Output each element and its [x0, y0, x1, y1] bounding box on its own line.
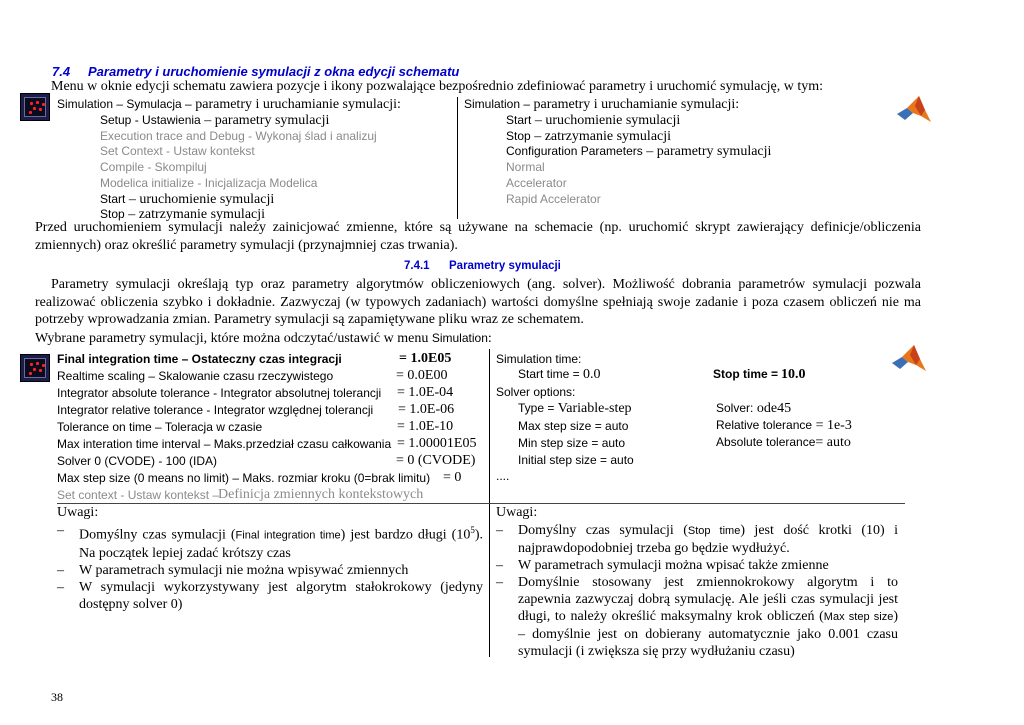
note-item [496, 522, 898, 557]
menu-left-item [100, 113, 329, 129]
notes-right-title: Uwagi: [496, 505, 538, 520]
menu-simulation-ref: Simulation [431, 331, 488, 345]
sim-time-label: Simulation time: [496, 352, 582, 366]
menu-left-header [57, 97, 401, 113]
scicos-icon [20, 354, 50, 382]
param-value: = 1.0E-04 [397, 385, 454, 400]
menu-right-item-label: Configuration Parameters [506, 144, 643, 159]
min-step: Min step size = auto [518, 436, 626, 450]
param-label: Final integration time – Ostateczny czas integracji [57, 352, 342, 366]
menu-left-item-label: Set Context - Ustaw kontekst [100, 144, 255, 159]
note-text: W parametrach symulacji można wpisać także zmienne [518, 558, 829, 573]
page-number: 38 [51, 690, 63, 704]
menu-left-item-desc: – uruchomienie symulacji [125, 191, 275, 207]
subsection-heading [404, 260, 561, 272]
menu-right-item-label: Stop [506, 128, 531, 143]
absolute-tol [716, 435, 851, 451]
param-label: Integrator absolute tolerance - Integrator absolutnej tolerancji [57, 386, 382, 400]
param-value: Definicja zmiennych kontekstowych [218, 487, 424, 502]
note-text: ) jest dość krotki (10) i najprawdopodobniej trzeba go będzie wydłużyć. [518, 523, 898, 556]
section-heading [52, 64, 459, 79]
section-title: Parametry i uruchomienie symulacji z okna edycji schematu [88, 64, 460, 79]
menu-right-item-desc: – zatrzymanie symulacji [530, 128, 672, 144]
notes-left-list [57, 522, 483, 613]
note-text: ) – domyślnie jest on dobierany automatycznie jako 0.001 czasu symulacji (i zwiększa się przy wydłużaniu czasu) [518, 609, 898, 659]
start-time: Start time = 0.0 [518, 367, 601, 382]
note-text: Domyślny czas symulacji ( [79, 527, 236, 543]
note-term: Final integration time [235, 529, 341, 542]
note-item [496, 574, 898, 660]
paragraph-params [35, 276, 921, 329]
note-text: W symulacji wykorzystywany jest algorytm stałokrokowy (jedyny dostępny solver 0) [79, 579, 483, 612]
param-label: Max interation time interval – Maks.przedział czasu całkowania [57, 437, 392, 451]
initial-step: Initial step size = auto [518, 453, 634, 467]
menu-right-item [506, 176, 567, 191]
scicos-icon [20, 93, 50, 121]
note-sup: 5 [470, 525, 475, 535]
menu-left-item [100, 160, 207, 175]
notes-left-title: Uwagi: [57, 505, 99, 520]
intro-text: Menu w oknie edycji schematu zawiera pozycje i ikony pozwalające bezpośrednio zdefiniować parametry i uruchomić symulację, w tym: [51, 79, 824, 94]
menu-left-item [100, 129, 377, 144]
param-value: = 1.0E05 [399, 351, 452, 366]
menu-right-item [506, 160, 545, 175]
param-value: = 1.00001E05 [397, 436, 477, 451]
paragraph-choose-end: : [487, 331, 492, 346]
param-label: Solver 0 (CVODE) - 100 (IDA) [57, 454, 218, 468]
menu-right-item-label: Rapid Accelerator [506, 191, 601, 206]
note-term: Max step size [823, 611, 894, 623]
menu-left-item-label: Compile - Skompiluj [100, 160, 207, 175]
menu-right-header-sans: Simulation – [464, 97, 531, 111]
note-text: ). Na początek lepiej zadać krótszy czas [79, 527, 483, 561]
menu-left-header-sans: Simulation – Symulacja – [57, 97, 192, 111]
menu-left-item [100, 192, 274, 208]
menu-left-item [100, 176, 317, 191]
solver-name [716, 401, 791, 417]
menu-right-item [506, 144, 771, 160]
note-term: Stop time [687, 525, 741, 537]
menu-right-item [506, 192, 601, 207]
param-label: Integrator relative tolerance - Integrator względnej tolerancji [57, 403, 374, 417]
param-value: = 1.0E-06 [398, 402, 455, 417]
paragraph-choose-text: Wybrane parametry symulacji, które można odczytać/ustawić w menu [35, 331, 432, 346]
param-label: Set context - Ustaw kontekst – [57, 488, 220, 502]
param-label: Max step size (0 means no limit) – Maks. rozmiar kroku (0=brak limitu) [57, 471, 431, 485]
absolute-tol-value: = auto [815, 435, 851, 450]
menu-left-item-label: Execution trace and Debug - Wykonaj ślad i analizuj [100, 128, 377, 143]
matlab-icon [890, 343, 928, 375]
menu-left-item [100, 144, 255, 159]
absolute-tol-label: Absolute tolerance [716, 435, 816, 449]
param-value: = 0 [443, 470, 462, 485]
menu-left-item-desc: – zatrzymanie symulacji [124, 207, 266, 223]
param-label: Realtime scaling – Skalowanie czasu rzeczywistego [57, 369, 334, 383]
solver-label: Solver: [716, 401, 754, 415]
section-number: 7.4 [52, 64, 71, 79]
menu-right-item-desc: – uruchomienie symulacji [531, 113, 681, 128]
solver-options-label: Solver options: [496, 385, 576, 399]
more-options: .... [496, 469, 510, 483]
menu-right-item-desc: – parametry symulacji [642, 144, 772, 160]
stop-time [713, 367, 806, 383]
param-label: Tolerance on time – Toleracja w czasie [57, 420, 263, 434]
menu-right-item [506, 129, 671, 145]
subsection-number: 7.4.1 [404, 260, 430, 272]
paragraph-params-text: Parametry symulacji określają typ oraz parametry algorytmów obliczeniowych (ang. solver). Możliwość dobrania parametrów symulacji pozwala realizować obliczenia szybko i dokładnie. Zazwyczaj (w typowych zadaniach) wartości domyślne spełniają swoje zadanie i poza czasem obliczeń nie ma potrzeby wprowadzania zmian. Parametry symulacji są zapamiętywane pliku wraz ze schematem. [35, 277, 921, 327]
start-time-value: 0.0 [583, 367, 601, 382]
menu-left-item-desc: – parametry symulacji [200, 113, 330, 128]
menu-right-item-label: Accelerator [506, 175, 567, 190]
menu-right-item-label: Start [506, 113, 532, 127]
menu-left-item-label: Start [100, 191, 126, 206]
menu-divider [457, 97, 458, 219]
menu-left-header-serif: parametry i uruchamianie symulacji: [191, 97, 401, 112]
matlab-icon [895, 94, 933, 126]
menu-right-header-serif: parametry i uruchamianie symulacji: [530, 97, 740, 112]
paragraph-init: Przed uruchomieniem symulacji należy zainicjować zmienne, które są używane na schemacie (np. uruchomić skrypt zawierający definicje/obliczenia zmiennych) oraz określić parametry symulacji (przynajmniej czas trwania). [35, 220, 921, 253]
max-step: Max step size = auto [518, 419, 629, 433]
menu-left-item-label: Modelica initialize - Inicjalizacja Modelica [100, 175, 318, 190]
subsection-title: Parametry symulacji [449, 260, 561, 272]
stop-time-label: Stop time = [713, 367, 779, 381]
param-value: = 0.0E00 [396, 368, 448, 383]
paragraph-choose [35, 331, 492, 347]
note-text: Domyślnie stosowany jest zmiennokrokowy algorytm i to zapewnia zazwyczaj dobrą symulację. Ale jeśli czas symulacji jest długi, to należy określić maksymalny krok obliczeń ( [518, 575, 898, 624]
note-item [496, 557, 898, 574]
param-value: = 0 (CVODE) [396, 453, 476, 468]
menu-left-item-label: Stop [100, 207, 125, 222]
menu-right-header [464, 97, 739, 113]
relative-tol-label: Relative tolerance [716, 418, 813, 432]
note-text: ) jest bardzo długi (10 [340, 527, 471, 543]
menu-left-item-label: Setup - Ustawienia [100, 113, 201, 127]
relative-tol [716, 418, 852, 434]
relative-tol-value: = 1e-3 [812, 418, 852, 433]
stop-time-value: 10.0 [781, 367, 806, 382]
menu-right-item-label: Normal [506, 160, 545, 175]
notes-right-list [496, 522, 898, 660]
param-value: = 1.0E-10 [397, 419, 454, 434]
solver-type: Type = Variable-step [518, 401, 632, 416]
note-item [57, 579, 483, 613]
menu-right-item [506, 113, 680, 129]
note-text: Domyślny czas symulacji ( [518, 523, 688, 538]
table-divider [57, 503, 905, 504]
note-item [57, 522, 483, 562]
note-text: W parametrach symulacji nie można wpisywać zmiennych [79, 562, 409, 578]
solver-value: ode45 [753, 401, 792, 416]
note-item [57, 562, 483, 579]
